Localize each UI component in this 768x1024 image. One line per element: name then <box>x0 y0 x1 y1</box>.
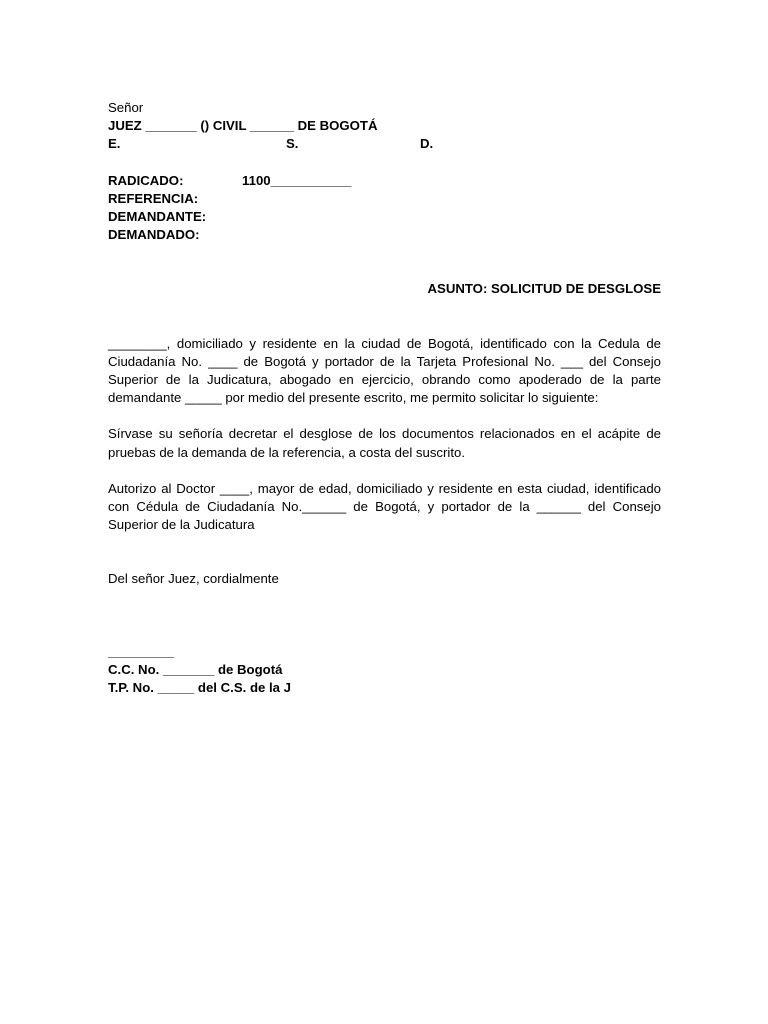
salutation: Señor <box>108 100 144 115</box>
body-paragraph-authorization <box>108 480 661 535</box>
signature-block <box>108 643 661 698</box>
court-line: JUEZ _______ () CIVIL ______ DE BOGOTÁ <box>108 118 378 134</box>
closing-line: Del señor Juez, cordialmente <box>108 571 279 587</box>
subject-line: ASUNTO: SOLICITUD DE DESGLOSE <box>427 281 661 297</box>
radicado-label: RADICADO: <box>108 172 184 188</box>
paragraph-text: ________, domiciliado y residente en la ciudad de Bogotá, identificado con la Cedula de Ciudadanía No. ____ de Bogotá y portador de la Tarjeta Profesional No. ___ del Consejo Superior de la Judicatura, abogado en ejercicio, obrando como apoderado de la parte demandante _____ por medio del presente escrito, me permito solicitar lo siguiente: <box>108 335 661 406</box>
signature-tp: T.P. No. _____ del C.S. de la J <box>108 679 291 695</box>
case-info-row-referencia <box>108 190 661 208</box>
referencia-label: REFERENCIA: <box>108 190 199 206</box>
case-info-row-radicado <box>108 172 661 190</box>
addressee-block <box>108 99 661 154</box>
radicado-value: 1100___________ <box>242 172 352 188</box>
esd-s: S. <box>286 136 299 152</box>
demandante-label: DEMANDANTE: <box>108 208 207 224</box>
document-page <box>108 99 661 697</box>
case-info-row-demandado <box>108 226 661 244</box>
paragraph-text: Sírvase su señoría decretar el desglose de los documentos relacionados en el acápite de pruebas de la demanda de la referencia, a costa del suscrito. <box>108 426 661 460</box>
esd-e: E. <box>108 136 121 152</box>
esd-line <box>108 135 661 153</box>
body-paragraph-intro <box>108 335 661 408</box>
demandado-label: DEMANDADO: <box>108 227 200 243</box>
esd-d: D. <box>420 136 434 152</box>
body-paragraph-request <box>108 425 661 461</box>
paragraph-text: Autorizo al Doctor ____, mayor de edad, domiciliado y residente en esta ciudad, identificado con Cédula de Ciudadanía No.______ de Bogotá, y portador de la ______ del Consejo Superior de la Judicatura <box>108 480 661 533</box>
signature-line: _________ <box>108 643 175 659</box>
case-info-row-demandante <box>108 208 661 226</box>
signature-cc: C.C. No. _______ de Bogotá <box>108 661 283 677</box>
case-info-block <box>108 172 661 245</box>
